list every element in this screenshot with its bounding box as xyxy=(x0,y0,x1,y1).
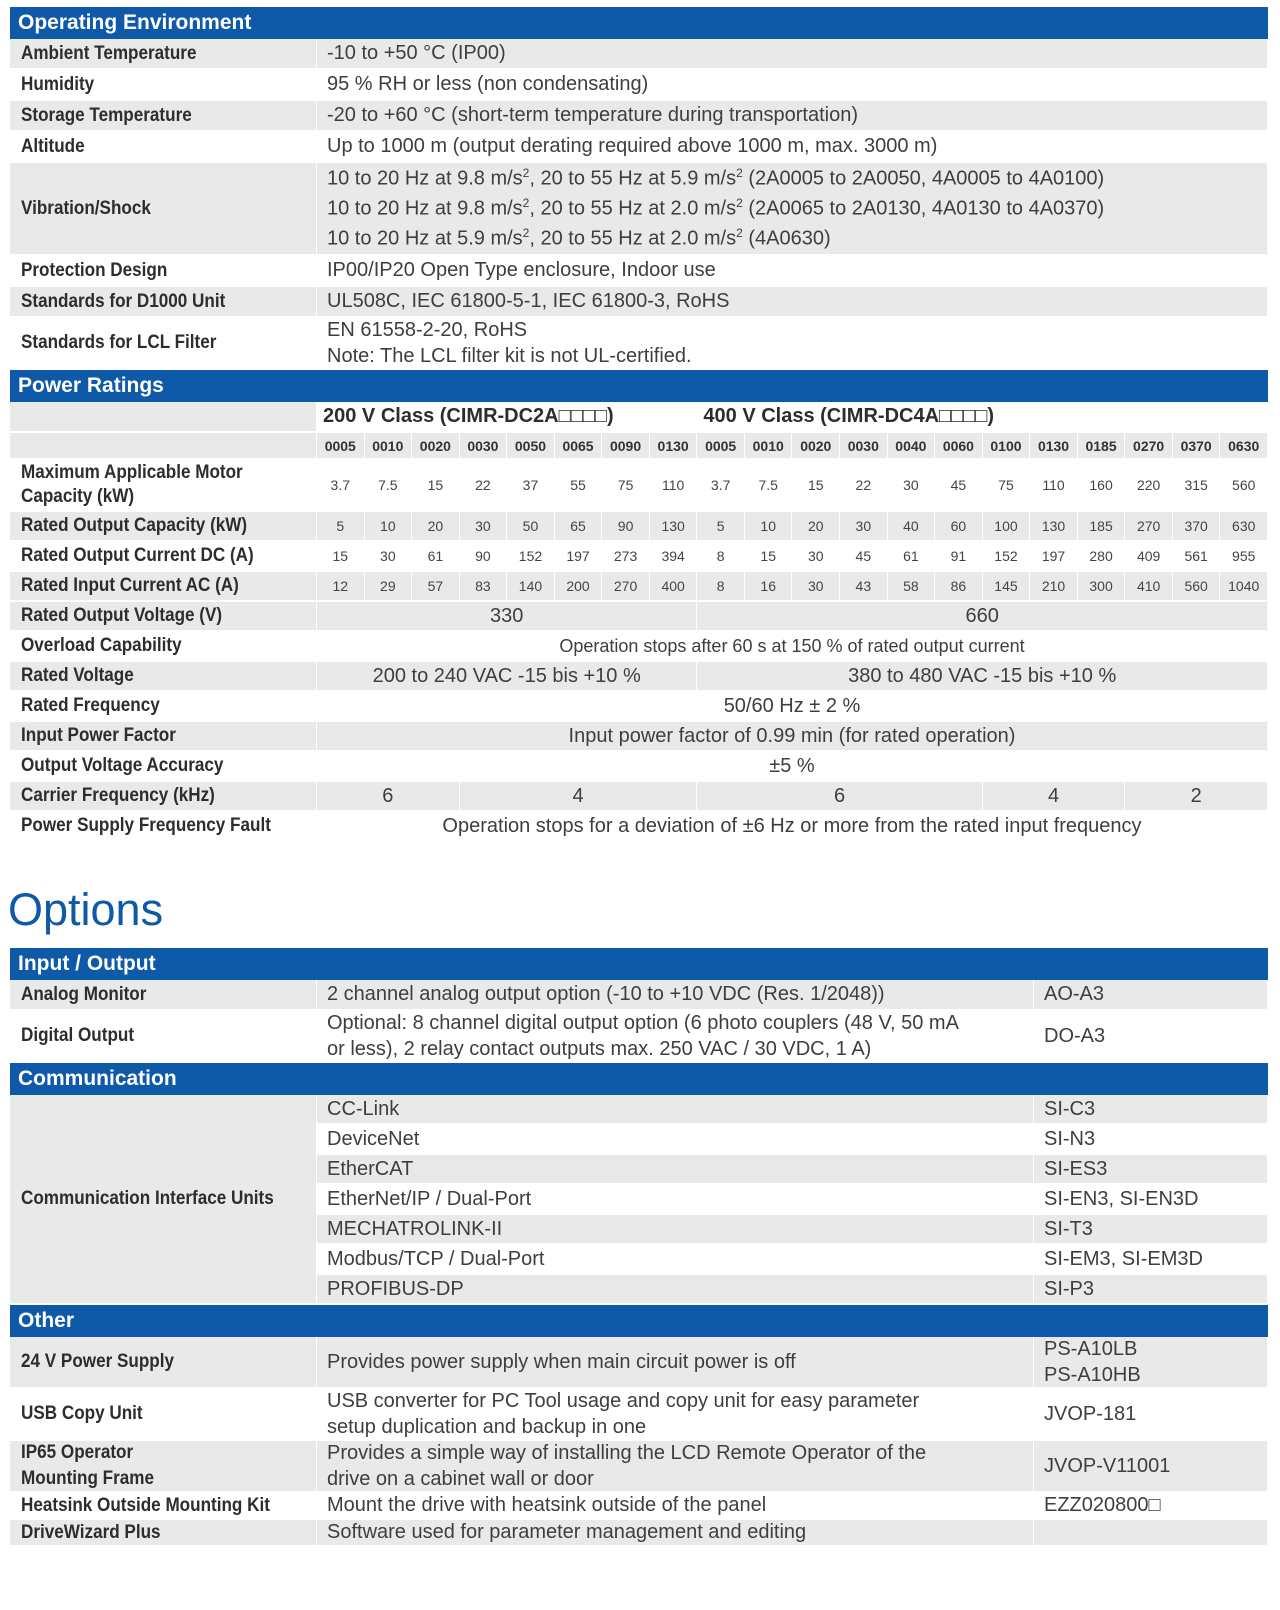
row-value: -10 to +50 °C (IP00) xyxy=(317,39,1268,70)
cell-value: 91 xyxy=(935,542,983,572)
comm-code: SI-EM3, SI-EM3D xyxy=(1034,1245,1268,1275)
comm-code: SI-EN3, SI-EN3D xyxy=(1034,1185,1268,1215)
cell-value: 75 xyxy=(602,460,650,512)
cell-value: 30 xyxy=(792,542,840,572)
comm-code: SI-T3 xyxy=(1034,1215,1268,1245)
row-label xyxy=(10,662,317,692)
row-label-text: Rated Frequency xyxy=(21,695,160,716)
cell-value: 110 xyxy=(650,460,698,512)
row-label-text: Rated Voltage xyxy=(21,665,134,686)
cell-value: 15 xyxy=(412,460,460,512)
model-code-400: 0130 xyxy=(1030,433,1078,460)
row-value: Up to 1000 m (output derating required above 1000 m, max. 3000 m) xyxy=(317,132,1268,163)
comm-code: SI-P3 xyxy=(1034,1275,1268,1305)
row-label xyxy=(10,722,317,752)
cell-value: 3.7 xyxy=(697,460,745,512)
row-label xyxy=(10,602,317,632)
cell-value: 145 xyxy=(983,572,1031,602)
row-code xyxy=(1034,1520,1268,1547)
row-label xyxy=(10,812,317,842)
voltage-200: 330 xyxy=(317,602,697,632)
cell-value: 61 xyxy=(888,542,936,572)
cell-value: 15 xyxy=(317,542,365,572)
cell-value: 30 xyxy=(460,512,508,542)
row-code: JVOP-181 xyxy=(1034,1389,1268,1441)
cell-value: 45 xyxy=(935,460,983,512)
cell-value: 370 xyxy=(1173,512,1221,542)
row-label-text: Overload Capability xyxy=(21,635,182,656)
carrier-value: 6 xyxy=(697,782,982,812)
carrier-value: 6 xyxy=(317,782,460,812)
class-400-header: 400 V Class (CIMR-DC4A□□□□) xyxy=(697,402,1268,433)
vibration-values: 10 to 20 Hz at 9.8 $m/s^2$, 20 to 55 Hz at 5.9 $m/s^2$ (2A0005 to 2A0050, 4A0005 to 4A0100) 10 to 20 Hz at 9.8 $m/s^2$, 20 to 55 Hz at 2.0 $m/s^2$ (2A0065 to 2A0130, 4A0130 to 4A0370) 10 to 20 Hz at 5.9 $m/s^2$, 20 to 55 Hz at 2.0 $m/s^2$ (4A0630) xyxy=(317,163,1268,256)
options-title: Options xyxy=(8,884,164,935)
row-label xyxy=(10,692,317,722)
cell-value: 8 xyxy=(697,542,745,572)
row-label: Digital Output xyxy=(10,1011,317,1063)
power-ratings-table xyxy=(10,402,1268,842)
model-code-200: 0065 xyxy=(555,433,603,460)
cell-value: 197 xyxy=(1030,542,1078,572)
cell-value: 197 xyxy=(555,542,603,572)
cell-value: 15 xyxy=(745,542,793,572)
section-header-operating-environment: Operating Environment xyxy=(10,7,1268,39)
cell-value: 220 xyxy=(1125,460,1173,512)
cell-value: 130 xyxy=(650,512,698,542)
row-label xyxy=(10,460,317,512)
row-label: 24 V Power Supply xyxy=(10,1337,317,1389)
cell-value: 45 xyxy=(840,542,888,572)
comm-code: SI-C3 xyxy=(1034,1095,1268,1125)
comm-protocol: EtherCAT xyxy=(317,1155,1034,1185)
row-label: Analog Monitor xyxy=(10,980,317,1011)
model-code-400: 0270 xyxy=(1125,433,1173,460)
cell-value: 29 xyxy=(365,572,413,602)
cell-value: 90 xyxy=(460,542,508,572)
cell-value: 100 xyxy=(983,512,1031,542)
row-label: Standards for LCL Filter xyxy=(10,318,317,370)
row-label-text: Rated Output Voltage (V) xyxy=(21,605,223,626)
cell-value: 130 xyxy=(1030,512,1078,542)
cell-value: 409 xyxy=(1125,542,1173,572)
row-label-text: Rated Output Capacity (kW) xyxy=(21,515,248,536)
model-code-200: 0020 xyxy=(412,433,460,460)
cell-value: 30 xyxy=(840,512,888,542)
carrier-value: 4 xyxy=(460,782,698,812)
cell-value: 58 xyxy=(888,572,936,602)
cell-value: 560 xyxy=(1173,572,1221,602)
row-label: Vibration/Shock xyxy=(10,163,317,256)
row-label-text: Rated Input Current AC (A) xyxy=(21,575,239,596)
row-desc: Provides a simple way of installing the LCD Remote Operator of the drive on a cabinet wall or door xyxy=(317,1441,1034,1493)
row-label: IP65 Operator Mounting Frame xyxy=(10,1441,317,1493)
section-header-other: Other xyxy=(10,1305,1268,1337)
cell-value: 210 xyxy=(1030,572,1078,602)
cell-value: 57 xyxy=(412,572,460,602)
row-value: 95 % RH or less (non condensating) xyxy=(317,70,1268,101)
cell-value: 394 xyxy=(650,542,698,572)
row-label-text: Rated Output Current DC (A) xyxy=(21,545,254,566)
cell-value: 630 xyxy=(1220,512,1268,542)
row-code: AO-A3 xyxy=(1034,980,1268,1011)
class-200-header: 200 V Class (CIMR-DC2A□□□□) xyxy=(317,402,697,433)
carrier-value: 4 xyxy=(983,782,1126,812)
row-value: UL508C, IEC 61800-5-1, IEC 61800-3, RoHS xyxy=(317,287,1268,318)
row-desc: USB converter for PC Tool usage and copy unit for easy parameter setup duplication and backup in one xyxy=(317,1389,1034,1441)
row-label xyxy=(10,572,317,602)
cell-value: 7.5 xyxy=(745,460,793,512)
model-code-200: 0010 xyxy=(365,433,413,460)
row-desc: Optional: 8 channel digital output option (6 photo couplers (48 V, 50 mA or less), 2 relay contact outputs max. 250 VAC / 30 VDC, 1 A) xyxy=(317,1011,1034,1063)
row-label xyxy=(10,512,317,542)
cell-value: 10 xyxy=(745,512,793,542)
row-code: PS-A10LB PS-A10HB xyxy=(1034,1337,1268,1389)
row-label-text: Power Supply Frequency Fault xyxy=(21,815,271,836)
cell-value: 561 xyxy=(1173,542,1221,572)
row-label-text: Output Voltage Accuracy xyxy=(21,755,224,776)
cell-value: 280 xyxy=(1078,542,1126,572)
row-label: Humidity xyxy=(10,70,317,101)
overload-value: Operation stops after 60 s at 150 % of rated output current xyxy=(317,632,1268,662)
cell-value: 160 xyxy=(1078,460,1126,512)
cell-value: 560 xyxy=(1220,460,1268,512)
cell-value: 60 xyxy=(935,512,983,542)
row-code: EZZ020800□ xyxy=(1034,1493,1268,1520)
ov-accuracy-value: ±5 % xyxy=(317,752,1268,782)
cell-value: 22 xyxy=(840,460,888,512)
model-code-400: 0630 xyxy=(1220,433,1268,460)
model-code-200: 0005 xyxy=(317,433,365,460)
cell-value: 50 xyxy=(507,512,555,542)
cell-value: 185 xyxy=(1078,512,1126,542)
cell-value: 1040 xyxy=(1220,572,1268,602)
voltage-400: 660 xyxy=(697,602,1268,632)
cell-value: 10 xyxy=(365,512,413,542)
comm-protocol: EtherNet/IP / Dual-Port xyxy=(317,1185,1034,1215)
row-label: Protection Design xyxy=(10,256,317,287)
cell-value: 410 xyxy=(1125,572,1173,602)
model-code-400: 0370 xyxy=(1173,433,1221,460)
cell-value: 75 xyxy=(983,460,1031,512)
cell-value: 273 xyxy=(602,542,650,572)
row-label xyxy=(10,752,317,782)
power-header-blank xyxy=(10,402,317,433)
cell-value: 270 xyxy=(1125,512,1173,542)
comm-code: SI-N3 xyxy=(1034,1125,1268,1155)
row-desc: Provides power supply when main circuit power is off xyxy=(317,1337,1034,1389)
cell-value: 20 xyxy=(792,512,840,542)
section-header-power-ratings: Power Ratings xyxy=(10,370,1268,402)
cell-value: 43 xyxy=(840,572,888,602)
row-label: Standards for D1000 Unit xyxy=(10,287,317,318)
model-code-400: 0060 xyxy=(935,433,983,460)
row-label xyxy=(10,542,317,572)
comm-protocol: Modbus/TCP / Dual-Port xyxy=(317,1245,1034,1275)
row-code: JVOP-V11001 xyxy=(1034,1441,1268,1493)
row-desc: Mount the drive with heatsink outside of the panel xyxy=(317,1493,1034,1520)
model-code-400: 0005 xyxy=(697,433,745,460)
rated-voltage-400: 380 to 480 VAC -15 bis +10 % xyxy=(697,662,1268,692)
model-code-200: 0130 xyxy=(650,433,698,460)
comm-protocol: PROFIBUS-DP xyxy=(317,1275,1034,1305)
cell-value: 37 xyxy=(507,460,555,512)
cell-value: 315 xyxy=(1173,460,1221,512)
cell-value: 3.7 xyxy=(317,460,365,512)
row-label: Storage Temperature xyxy=(10,101,317,132)
cell-value: 40 xyxy=(888,512,936,542)
psf-fault-value: Operation stops for a deviation of ±6 Hz or more from the rated input frequency xyxy=(317,812,1268,842)
row-label: Heatsink Outside Mounting Kit xyxy=(10,1493,317,1520)
row-label-text: Input Power Factor xyxy=(21,725,176,746)
model-code-200: 0030 xyxy=(460,433,508,460)
model-code-400: 0010 xyxy=(745,433,793,460)
model-code-200: 0050 xyxy=(507,433,555,460)
cell-value: 400 xyxy=(650,572,698,602)
power-header-blank xyxy=(10,433,317,460)
cell-value: 300 xyxy=(1078,572,1126,602)
cell-value: 90 xyxy=(602,512,650,542)
cell-value: 200 xyxy=(555,572,603,602)
row-desc: Software used for parameter management and editing xyxy=(317,1520,1034,1547)
row-value: IP00/IP20 Open Type enclosure, Indoor use xyxy=(317,256,1268,287)
row-value: -20 to +60 °C (short-term temperature during transportation) xyxy=(317,101,1268,132)
row-label: Ambient Temperature xyxy=(10,39,317,70)
input-pf-value: Input power factor of 0.99 min (for rated operation) xyxy=(317,722,1268,752)
model-code-400: 0040 xyxy=(888,433,936,460)
row-label: USB Copy Unit xyxy=(10,1389,317,1441)
cell-value: 20 xyxy=(412,512,460,542)
cell-value: 955 xyxy=(1220,542,1268,572)
cell-value: 5 xyxy=(697,512,745,542)
rated-voltage-200: 200 to 240 VAC -15 bis +10 % xyxy=(317,662,697,692)
comm-protocol: MECHATROLINK-II xyxy=(317,1215,1034,1245)
cell-value: 152 xyxy=(983,542,1031,572)
row-code: DO-A3 xyxy=(1034,1011,1268,1063)
cell-value: 270 xyxy=(602,572,650,602)
cell-value: 55 xyxy=(555,460,603,512)
cell-value: 16 xyxy=(745,572,793,602)
comm-protocol: DeviceNet xyxy=(317,1125,1034,1155)
row-label: Altitude xyxy=(10,132,317,163)
comm-protocol: CC-Link xyxy=(317,1095,1034,1125)
model-code-400: 0030 xyxy=(840,433,888,460)
rated-frequency-value: 50/60 Hz ± 2 % xyxy=(317,692,1268,722)
carrier-value: 2 xyxy=(1125,782,1268,812)
cell-value: 83 xyxy=(460,572,508,602)
cell-value: 30 xyxy=(792,572,840,602)
row-label xyxy=(10,632,317,662)
cell-value: 30 xyxy=(365,542,413,572)
cell-value: 12 xyxy=(317,572,365,602)
cell-value: 65 xyxy=(555,512,603,542)
comm-code: SI-ES3 xyxy=(1034,1155,1268,1185)
model-code-400: 0185 xyxy=(1078,433,1126,460)
row-label-text: Maximum Applicable Motor Capacity (kW) xyxy=(21,462,243,507)
cell-value: 86 xyxy=(935,572,983,602)
cell-value: 22 xyxy=(460,460,508,512)
model-code-400: 0100 xyxy=(983,433,1031,460)
row-value: EN 61558-2-20, RoHS Note: The LCL filter kit is not UL-certified. xyxy=(317,318,1268,370)
row-label xyxy=(10,782,317,812)
section-header-input-output: Input / Output xyxy=(10,948,1268,980)
cell-value: 30 xyxy=(888,460,936,512)
cell-value: 61 xyxy=(412,542,460,572)
cell-value: 152 xyxy=(507,542,555,572)
cell-value: 15 xyxy=(792,460,840,512)
row-label-text: Carrier Frequency (kHz) xyxy=(21,785,215,806)
cell-value: 7.5 xyxy=(365,460,413,512)
model-code-400: 0020 xyxy=(792,433,840,460)
cell-value: 8 xyxy=(697,572,745,602)
cell-value: 110 xyxy=(1030,460,1078,512)
section-header-communication: Communication xyxy=(10,1063,1268,1095)
cell-value: 5 xyxy=(317,512,365,542)
model-code-200: 0090 xyxy=(602,433,650,460)
row-label: DriveWizard Plus xyxy=(10,1520,317,1547)
row-desc: 2 channel analog output option (-10 to +10 VDC (Res. 1/2048)) xyxy=(317,980,1034,1011)
cell-value: 140 xyxy=(507,572,555,602)
row-label: Communication Interface Units xyxy=(10,1095,317,1305)
